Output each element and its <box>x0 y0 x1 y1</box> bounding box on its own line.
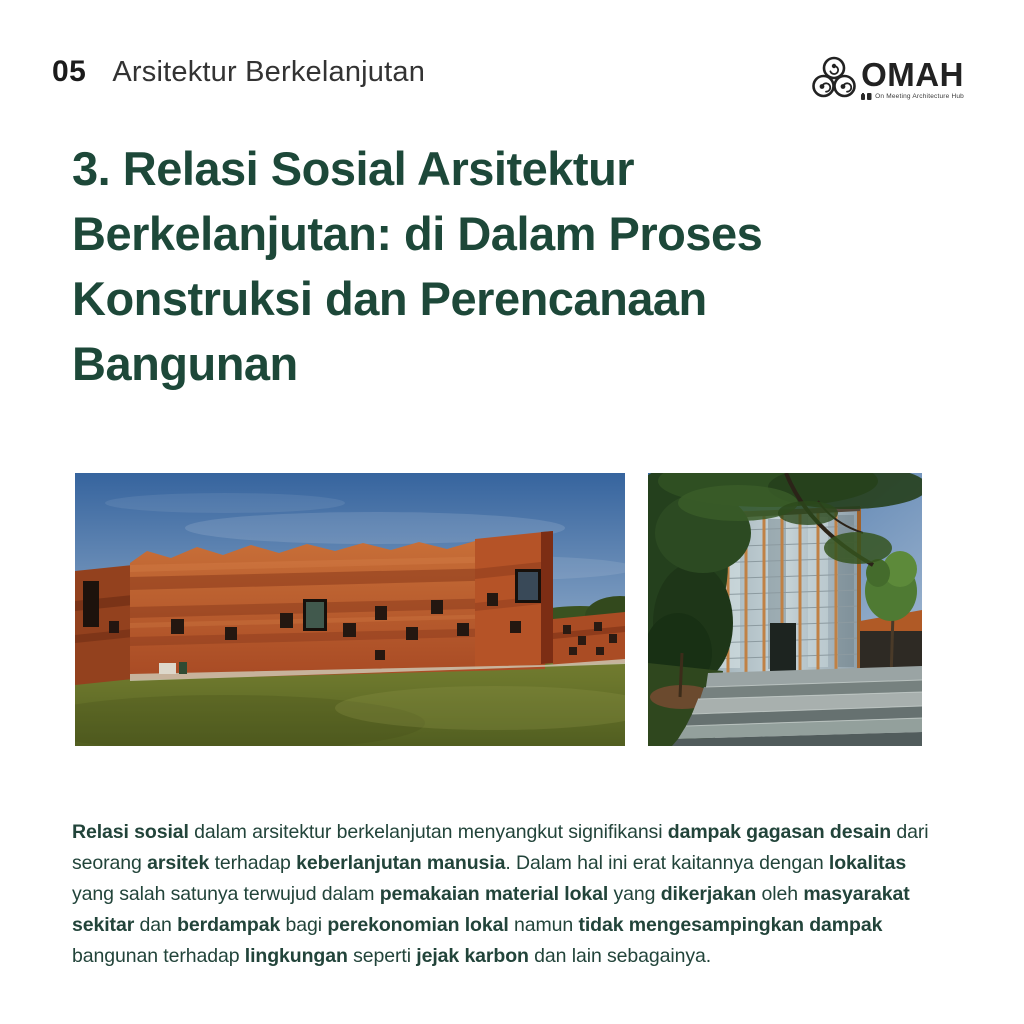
header-title: Arsitektur Berkelanjutan <box>112 56 426 88</box>
omah-logo <box>811 55 964 103</box>
omah-logo-icon <box>811 55 857 103</box>
logo-text-column <box>861 55 964 101</box>
logo-tagline-text: On Meeting Architecture Hub <box>875 93 964 100</box>
logo-name: OMAH <box>861 55 964 93</box>
page-title: 3. Relasi Sosial Arsitektur Berkelanjutan: di Dalam Proses Konstruksi dan Perencanaan Bangunan <box>72 142 763 390</box>
photo-glass-pavilion <box>648 473 922 746</box>
page-number: 05 <box>52 55 87 88</box>
body-paragraph: Relasi sosial dalam arsitektur berkelanjutan menyangkut signifikansi dampak gagasan desain dari seorang arsitek terhadap keberlanjutan manusia. Dalam hal ini erat kaitannya dengan lokalitas yang salah satunya terwujud dalam pemakaian material lokal yang dikerjakan oleh masyarakat sekitar dan berdampak bagi perekonomian lokal namun tidak mengesampingkan dampak bangunan terhadap lingkungan seperti jejak karbon dan lain sebagainya. <box>72 821 929 967</box>
logo-script-glyph-icon <box>861 93 872 101</box>
photo-row <box>75 473 922 746</box>
header <box>52 55 964 103</box>
photo-brick-building <box>75 473 625 746</box>
logo-tagline <box>861 93 964 101</box>
